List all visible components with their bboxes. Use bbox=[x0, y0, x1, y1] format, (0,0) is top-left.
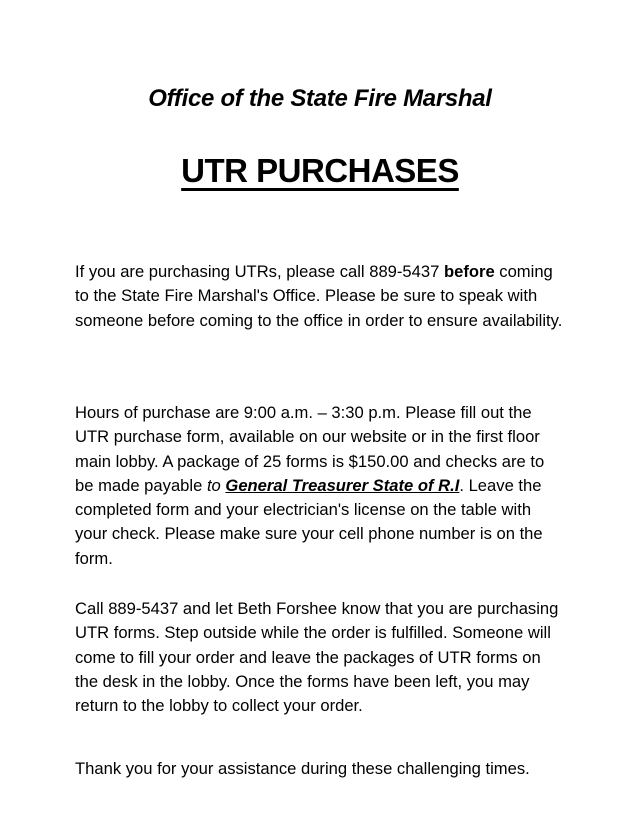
emphasis-to: to bbox=[206, 475, 221, 495]
paragraph-hours bbox=[75, 401, 565, 571]
office-title: Office of the State Fire Marshal bbox=[148, 85, 492, 112]
paragraph-hours-text-2: . Leave the completed form and your electrician's license on the table with your check. Please make sure your cell phone number is on the form. bbox=[75, 475, 543, 568]
emphasis-before: before bbox=[443, 262, 495, 281]
paragraph-call-before-text-2: coming to the State Fire Marshal's Office. Please be sure to speak with someone before coming to the office in order to ensure availability. bbox=[75, 262, 563, 330]
paragraph-hours-text-1: Hours of purchase are 9:00 a.m. – 3:30 p.m. Please fill out the UTR purchase form, available on our website or in the first floor main lobby. A package of 25 forms is $150.00 and checks are to be made payable bbox=[75, 403, 545, 495]
payee-name: General Treasurer State of R.I bbox=[225, 475, 460, 495]
paragraph-call-before bbox=[75, 260, 565, 333]
paragraph-thank-you: Thank you for your assistance during these challenging times. bbox=[75, 759, 530, 778]
paragraph-call-before-text-1: If you are purchasing UTRs, please call 889-5437 bbox=[75, 262, 444, 281]
paragraph-pickup-instructions: Call 889-5437 and let Beth Forshee know that you are purchasing UTR forms. Step outside while the order is fulfilled. Someone will come to fill your order and leave the packages of UTR forms on the desk in the lobby. Once the forms have been left, you may return to the lobby to collect your order. bbox=[75, 599, 559, 716]
page-title-text: UTR PURCHASES bbox=[181, 152, 459, 189]
page-title bbox=[0, 150, 640, 192]
